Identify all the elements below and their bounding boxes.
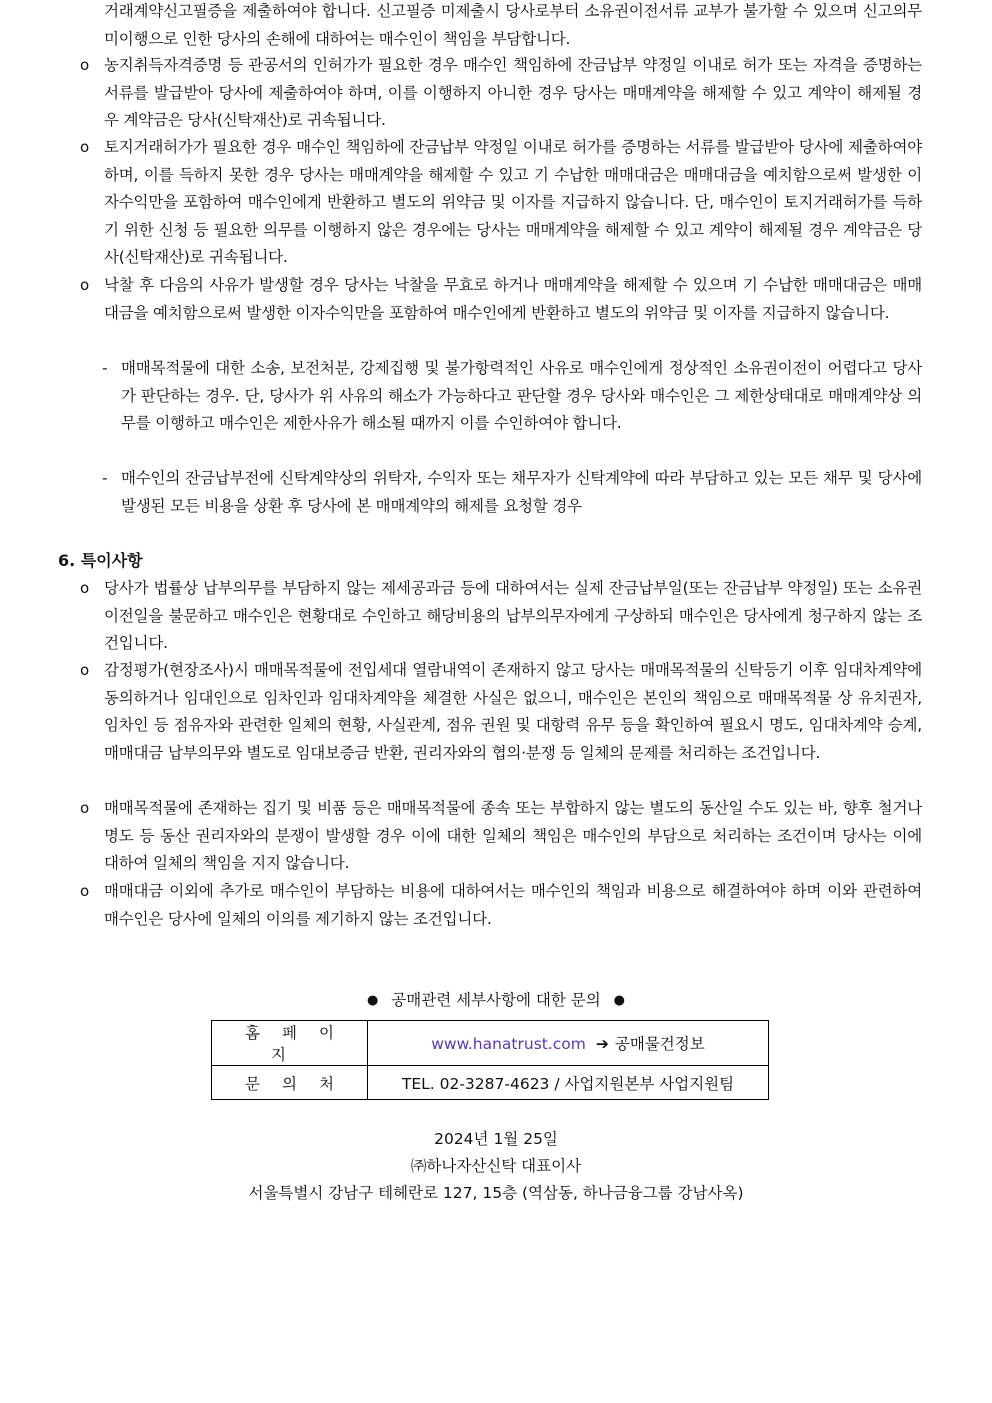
homepage-suffix: 공매물건정보 — [614, 1035, 705, 1053]
contact-table — [211, 1020, 769, 1100]
bullet-marker: o — [80, 276, 90, 294]
homepage-label: 홈페이지 — [212, 1021, 368, 1066]
dash-marker: - — [102, 359, 108, 377]
homepage-cell — [368, 1021, 769, 1066]
dash-marker: - — [102, 469, 108, 487]
bullet-marker: o — [80, 138, 90, 156]
inquiry-title-text: 공매관련 세부사항에 대한 문의 — [391, 991, 601, 1009]
bullet-land-transaction-permit: 토지거래허가가 필요한 경우 매수인 책임하에 잔금납부 약정일 이내로 허가를 증명하는 서류를 발급받아 당사에 제출하여야 하며, 이를 득하지 못한 경우 당사는 매매계약을 해제할 수 있고 기 수납한 매매대금은 매매대금을 예치함으로써 발생한 이자수익만을 포함하여 매수인에게 반환하고 별도의 위약금 및 이자를 지급하지 않습니다. 단, 매수인이 토지거래허가를 득하기 위한 신청 등 필요한 의무를 이행하지 않은 경우에는 당사는 매매계약을 해제할 수 있고 계약이 해제될 경우 계약금은 당사(신탁재산)로 귀속됩니다. — [104, 138, 922, 267]
bullet-marker: o — [80, 56, 90, 74]
bullet-taxes: 당사가 법률상 납부의무를 부담하지 않는 제세공과금 등에 대하여서는 실제 잔금납부일(또는 잔금납부 약정일) 또는 소유권이전일을 불문하고 매수인은 현황대로 수인하고 해당비용의 납부의무자에게 구상하되 매수인은 당사에게 청구하지 않는 조건입니다. — [104, 579, 922, 653]
bullet-dot-icon: ● — [367, 993, 379, 1008]
bullet-occupancy: 감정평가(현장조사)시 매매목적물에 전입세대 열람내역이 존재하지 않고 당사는 매매목적물의 신탁등기 이후 임대차계약에 동의하거나 임대인으로 임차인과 임대차계약을 체결한 사실은 없으니, 매수인은 본인의 책임으로 매매목적물 상 유치권자, 임차인 등 점유자와 관련한 일체의 현황, 사실관계, 점유 권원 및 대항력 유무 등을 확인하여 필요시 명도, 임대차계약 승계, 매매대금 납부의무와 별도로 임대보증금 반환, 권리자와의 협의·분쟁 등 일체의 문제를 처리하는 조건입니다. — [104, 661, 922, 762]
bullet-rescission-grounds: 낙찰 후 다음의 사유가 발생할 경우 당사는 낙찰을 무효로 하거나 매매계약을 해제할 수 있으며 기 수납한 매매대금은 매매대금을 예치함으로써 발생한 이자수익만을 포함하여 매수인에게 반환하고 별도의 위약금 및 이자를 지급하지 않습니다. — [104, 276, 922, 322]
bullet-marker: o — [80, 579, 90, 597]
arrow-right-icon: ➔ — [595, 1035, 609, 1053]
inquiry-title — [0, 987, 992, 1014]
bullet-marker: o — [80, 799, 90, 817]
company-name: ㈜하나자산신탁 대표이사 — [410, 1157, 582, 1175]
company-address: 서울특별시 강남구 테헤란로 127, 15층 (역삼동, 하나금융그룹 강남사옥) — [248, 1184, 744, 1202]
bullet-marker: o — [80, 661, 90, 679]
bullet-marker: o — [80, 882, 90, 900]
dash-item-litigation: 매매목적물에 대한 소송, 보전처분, 강제집행 및 불가항력적인 사유로 매수인에게 정상적인 소유권이전이 어렵다고 당사가 판단하는 경우. 단, 당사가 위 사유의 해소가 가능하다고 판단할 경우 당사와 매수인은 그 제한상태대로 매매계약상 의무를 이행하고 매수인은 제한사유가 해소될 때까지 이를 수인하여야 합니다. — [121, 359, 922, 433]
bullet-additional-costs: 매매대금 이외에 추가로 매수인이 부담하는 비용에 대하여서는 매수인의 책임과 비용으로 해결하여야 하며 이와 관련하여 매수인은 당사에 일체의 이의를 제기하지 않는 조건입니다. — [104, 882, 922, 928]
document-date: 2024년 1월 25일 — [434, 1130, 558, 1148]
bullet-dot-icon: ● — [613, 993, 625, 1008]
continuation-paragraph: 거래계약신고필증을 제출하여야 합니다. 신고필증 미제출시 당사로부터 소유권이전서류 교부가 불가할 수 있으며 신고의무 미이행으로 인한 당사의 손해에 대하여는 매수인이 책임을 부담합니다. — [104, 2, 922, 48]
contact-value: TEL. 02-3287-4623 / 사업지원본부 사업지원팀 — [368, 1066, 769, 1100]
homepage-link[interactable]: www.hanatrust.com — [431, 1035, 586, 1053]
dash-item-debt-repayment: 매수인의 잔금납부전에 신탁계약상의 위탁자, 수익자 또는 채무자가 신탁계약에 따라 부담하고 있는 모든 채무 및 당사에 발생된 모든 비용을 상환 후 당사에 본 매매계약의 해제를 요청할 경우 — [121, 469, 922, 515]
table-row — [212, 1021, 769, 1066]
table-row — [212, 1066, 769, 1100]
contact-label: 문의처 — [212, 1066, 368, 1100]
bullet-fixtures: 매매목적물에 존재하는 집기 및 비품 등은 매매목적물에 종속 또는 부합하지 않는 별도의 동산일 수도 있는 바, 향후 철거나 명도 등 동산 권리자와의 분쟁이 발생할 경우 이에 대한 일체의 책임은 매수인의 부담으로 처리하는 조건이며 당사는 이에 대하여 일체의 책임을 지지 않습니다. — [104, 799, 922, 873]
section-heading-special-notes: 6. 특이사항 — [58, 551, 143, 570]
bullet-farmland-permit: 농지취득자격증명 등 관공서의 인허가가 필요한 경우 매수인 책임하에 잔금납부 약정일 이내로 허가 또는 자격을 증명하는 서류를 발급받아 당사에 제출하여야 하며, 이를 이행하지 아니한 경우 당사는 매매계약을 해제할 수 있고 계약이 해제될 경우 계약금은 당사(신탁재산)로 귀속됩니다. — [104, 56, 922, 130]
